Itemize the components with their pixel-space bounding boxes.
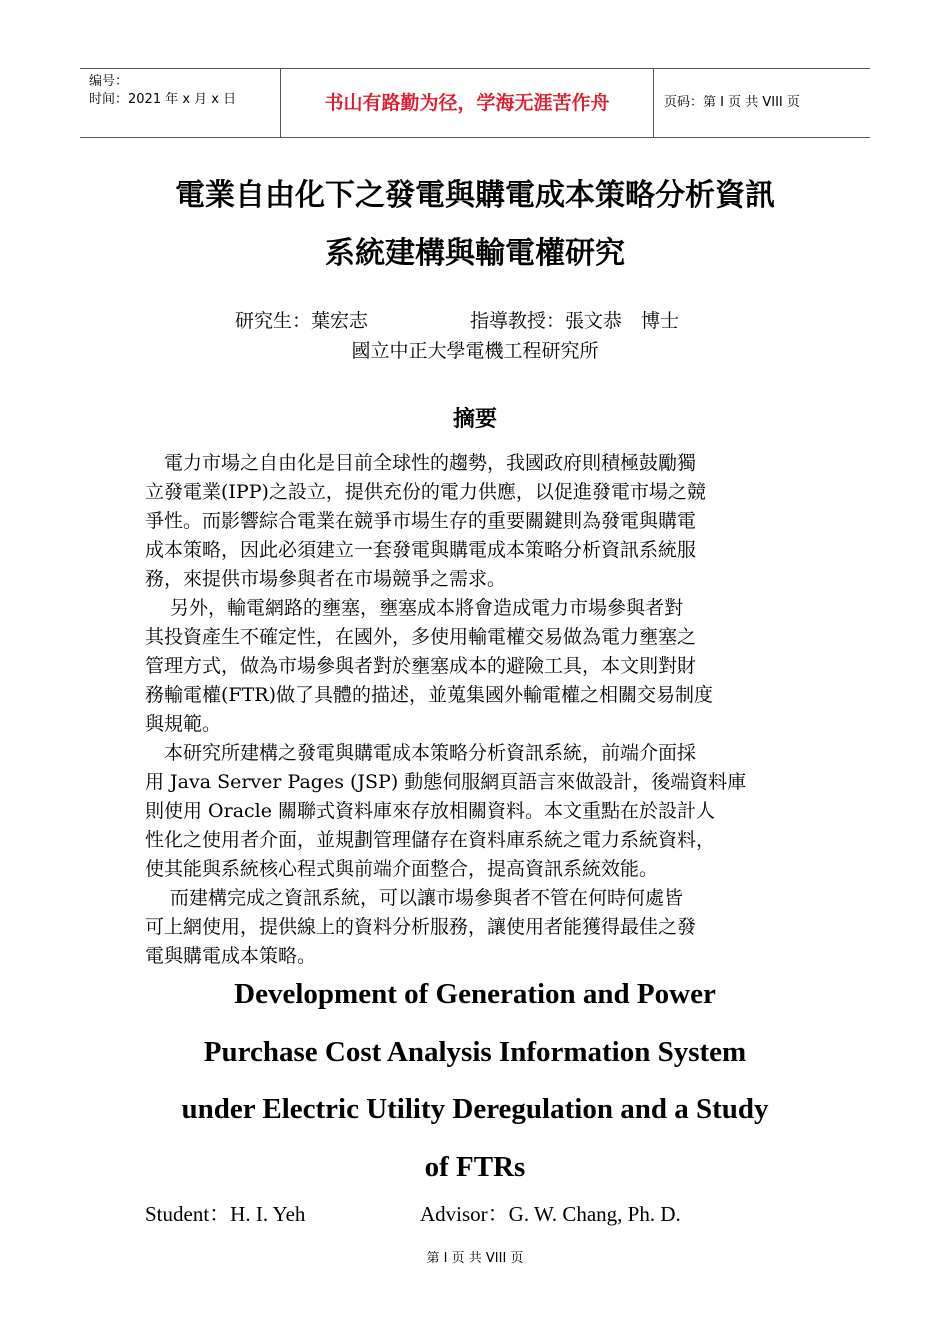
page-header: [80, 68, 870, 138]
abstract-line: 電與購電成本策略。: [145, 945, 317, 967]
title-en-line1: Development of Generation and Power: [234, 978, 716, 1010]
abstract-line: 務，來提供市場參與者在市場競爭之需求。: [145, 568, 507, 590]
abstract-line: 使其能與系統核心程式與前端介面整合，提高資訊系統效能。: [145, 858, 659, 880]
header-meta-cell: [80, 69, 281, 137]
title-zh-line1: 電業自由化下之發電與購電成本策略分析資訊: [175, 178, 775, 213]
abstract-line: 務輸電權(FTR)做了具體的描述，並蒐集國外輸電權之相關交易制度: [145, 684, 713, 706]
abstract-line: 可上網使用，提供線上的資料分析服務，讓使用者能獲得最佳之發: [145, 916, 697, 938]
abstract-line: 爭性。而影響綜合電業在競爭市場生存的重要關鍵則為發電與購電: [145, 510, 697, 532]
abstract-line: 另外，輸電網路的壅塞，壅塞成本將會造成電力市場參與者對: [145, 597, 684, 619]
header-date-label: 时间：2021 年 x 月 x 日: [89, 92, 237, 107]
abstract-line: 電力市場之自由化是目前全球性的趨勢，我國政府則積極鼓勵獨: [145, 452, 697, 474]
abstract-line: 與規範。: [145, 713, 222, 735]
abstract-line: 則使用 Oracle 關聯式資料庫來存放相關資料。本文重點在於設計人: [145, 800, 716, 822]
abstract-line: 而建構完成之資訊系統，可以讓市場參與者不管在何時何處皆: [145, 887, 684, 909]
institute-name: 國立中正大學電機工程研究所: [351, 340, 599, 362]
abstract-body: [145, 449, 805, 971]
header-number-label: 编号：: [89, 74, 129, 89]
abstract-line: 用 Java Server Pages (JSP) 動態伺服網頁語言來做設計，後端資料庫: [145, 771, 747, 793]
abstract-line: 其投資產生不確定性，在國外，多使用輸電權交易做為電力壅塞之: [145, 626, 697, 648]
title-en-line4: of FTRs: [424, 1151, 526, 1183]
abstract-heading: 摘要: [452, 406, 497, 432]
page-footer: 第 I 页 共 VIII 页: [426, 1251, 524, 1266]
title-en-line2: Purchase Cost Analysis Information System: [203, 1036, 747, 1068]
student-name-en: Student：H. I. Yeh: [145, 1202, 306, 1226]
header-motto: 书山有路勤为径，学海无涯苦作舟: [281, 69, 654, 137]
student-name-zh: 研究生：葉宏志: [235, 310, 369, 332]
advisor-name-en: Advisor：G. W. Chang, Ph. D.: [420, 1202, 681, 1226]
abstract-line: 性化之使用者介面，並規劃管理儲存在資料庫系統之電力系統資料，: [145, 829, 716, 851]
abstract-line: 本研究所建構之發電與購電成本策略分析資訊系統，前端介面採: [145, 742, 697, 764]
title-en-line3: under Electric Utility Deregulation and a Study: [181, 1093, 769, 1125]
advisor-name-zh: 指導教授：張文恭 博士: [470, 310, 680, 332]
abstract-line: 立發電業(IPP)之設立，提供充份的電力供應，以促進發電市場之競: [145, 481, 706, 503]
abstract-line: 成本策略，因此必須建立一套發電與購電成本策略分析資訊系統服: [145, 539, 697, 561]
header-page-info: 页码：第 I 页 共 VIII 页: [664, 95, 800, 110]
title-zh-line2: 系統建構與輸電權研究: [325, 236, 625, 271]
abstract-line: 管理方式，做為市場參與者對於壅塞成本的避險工具，本文則對財: [145, 655, 697, 677]
